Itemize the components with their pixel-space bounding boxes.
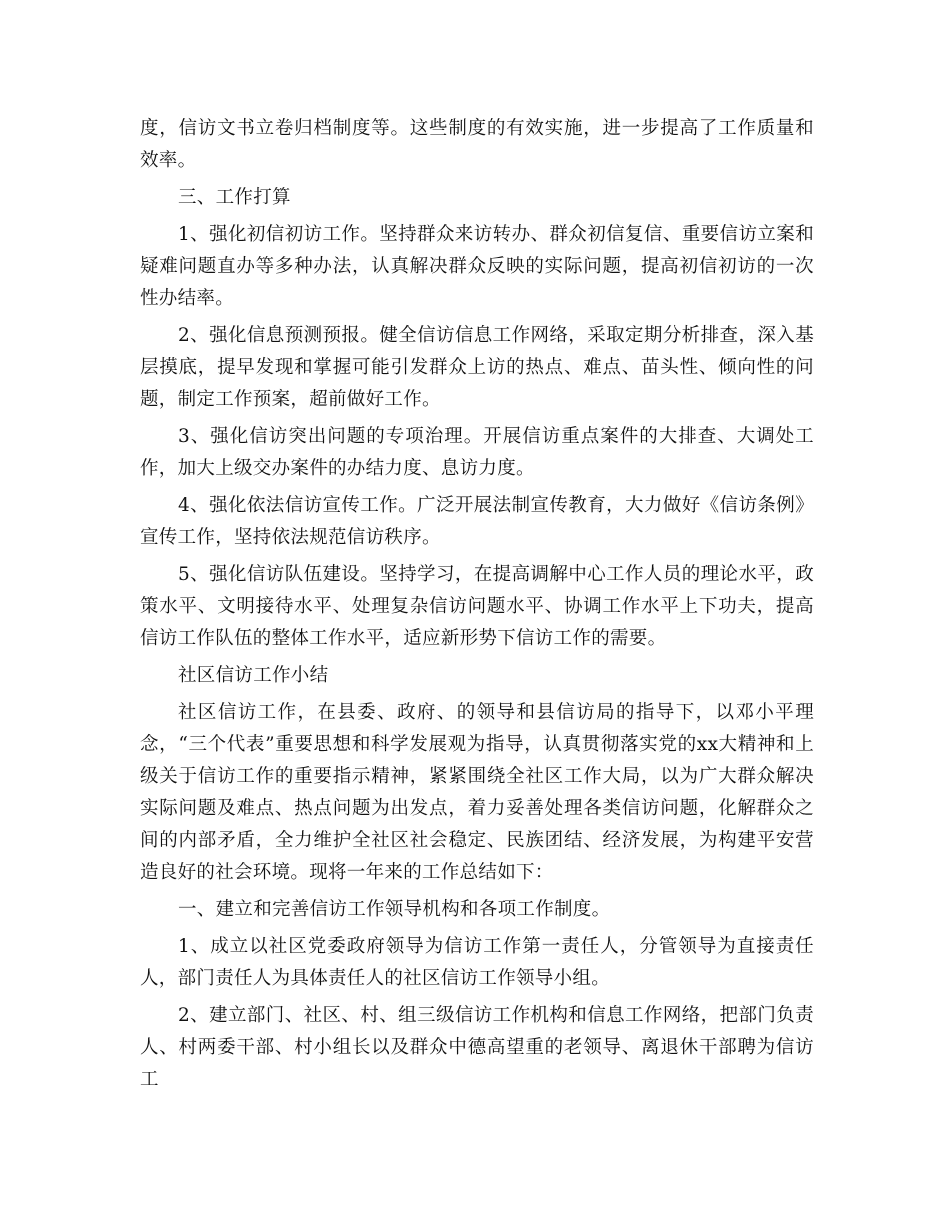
plan-item-5: 5、强化信访队伍建设。坚持学习，在提高调解中心工作人员的理论水平，政策水平、文明接待水平、处理复杂信访问题水平、协调工作水平上下功夫，提高信访工作队伍的整体工作水平，适应新形势下信访工作的需要。 bbox=[140, 564, 814, 649]
document-body bbox=[140, 113, 814, 1101]
section-item-2: 2、建立部门、社区、村、组三级信访工作机构和信息工作网络，把部门负责人、村两委干部、村小组长以及群众中德高望重的老领导、离退休干部聘为信访工 bbox=[140, 1005, 814, 1090]
section-item-1: 1、成立以社区党委政府领导为信访工作第一责任人，分管领导为直接责任人，部门责任人为具体责任人的社区信访工作领导小组。 bbox=[140, 936, 814, 989]
section-heading-work-plan: 三、工作打算 bbox=[178, 187, 291, 208]
document-subtitle: 社区信访工作小结 bbox=[178, 665, 329, 686]
plan-item-1: 1、强化初信初访工作。坚持群众来访转办、群众初信复信、重要信访立案和疑难问题直办等多种办法，认真解决群众反映的实际问题，提高初信初访的一次性办结率。 bbox=[140, 224, 814, 309]
paragraph-continuation: 度，信访文书立卷归档制度等。这些制度的有效实施，进一步提高了工作质量和效率。 bbox=[140, 118, 814, 171]
plan-item-3: 3、强化信访突出问题的专项治理。开展信访重点案件的大排查、大调处工作，加大上级交办案件的办结力度、息访力度。 bbox=[140, 426, 814, 479]
summary-intro-paragraph: 社区信访工作，在县委、政府、的领导和县信访局的指导下，以邓小平理念，“三个代表”重要思想和科学发展观为指导，认真贯彻落实党的xx大精神和上级关于信访工作的重要指示精神，紧紧围绕全社区工作大局，以为广大群众解决实际问题及难点、热点问题为出发点，着力妥善处理各类信访问题，化解群众之间的内部矛盾，全力维护全社区社会稳定、民族团结、经济发展，为构建平安营造良好的社会环境。现将一年来的工作总结如下： bbox=[140, 702, 814, 883]
plan-item-4: 4、强化依法信访宣传工作。广泛开展法制宣传教育，大力做好《信访条例》宣传工作，坚持依法规范信访秩序。 bbox=[140, 495, 814, 548]
section-heading-1: 一、建立和完善信访工作领导机构和各项工作制度。 bbox=[178, 899, 611, 920]
plan-item-2: 2、强化信息预测预报。健全信访信息工作网络，采取定期分析排查，深入基层摸底，提早发现和掌握可能引发群众上访的热点、难点、苗头性、倾向性的问题，制定工作预案，超前做好工作。 bbox=[140, 325, 814, 410]
